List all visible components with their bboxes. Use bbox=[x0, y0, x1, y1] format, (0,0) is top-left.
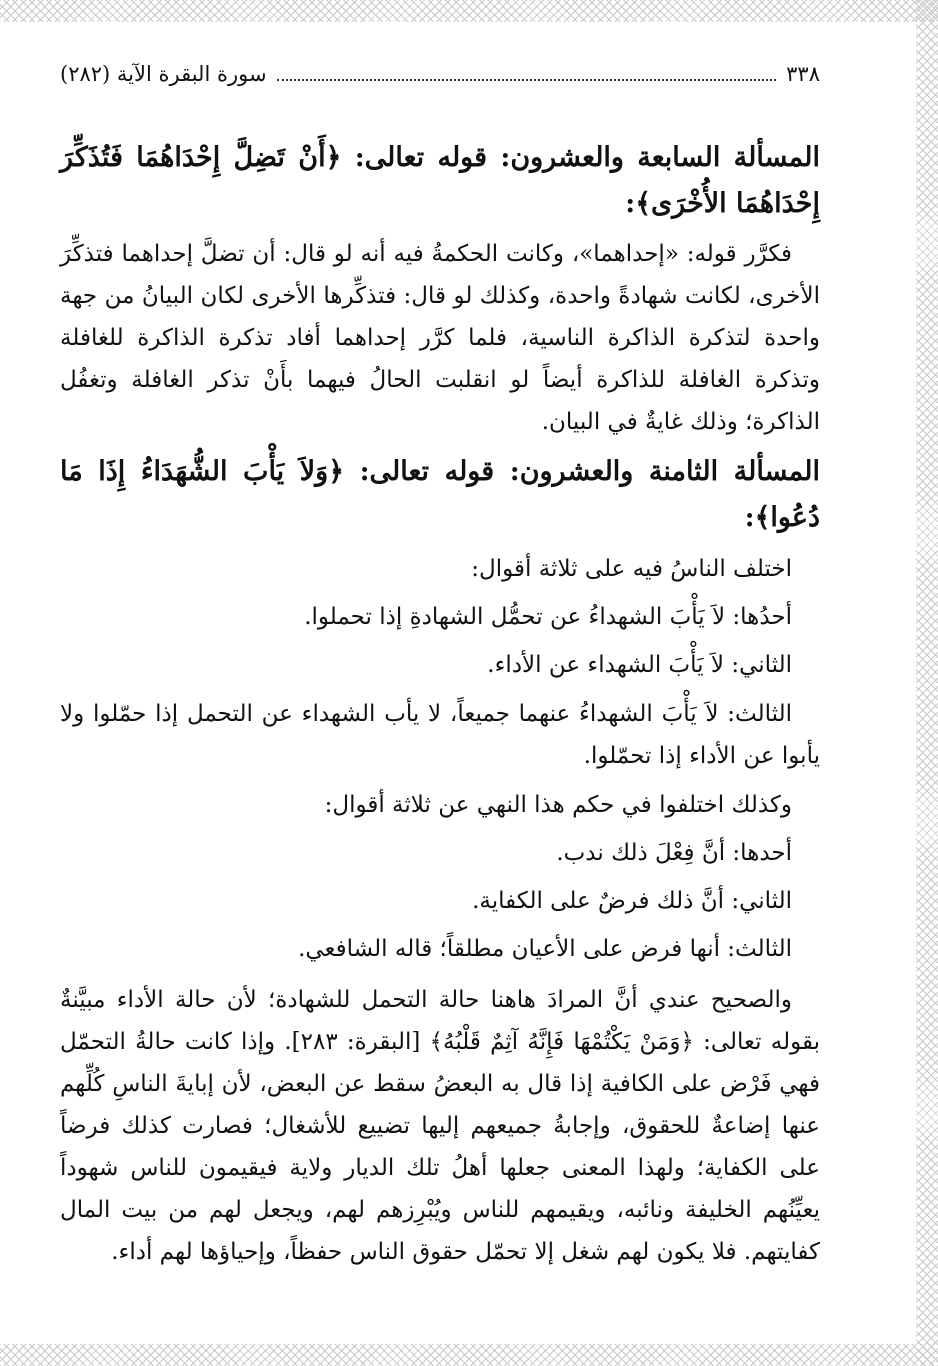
opinion-2: الثاني: لاَ يَأْبَ الشهداء عن الأداء. bbox=[487, 652, 792, 678]
page-number: ٣٣٨ bbox=[786, 62, 820, 86]
ruling-intro: وكذلك اختلفوا في حكم هذا النهي عن ثلاثة أقوال: bbox=[324, 792, 792, 818]
section-27-heading: المسألة السابعة والعشرون: قوله تعالى: ﴿أَنْ تَضِلَّ إِحْدَاهُمَا فَتُذَكِّرَ إِحْدَاهُمَا الأُخْرَى﴾: bbox=[60, 142, 820, 219]
book-page bbox=[60, 62, 820, 1273]
decorative-border-bottom bbox=[0, 1344, 938, 1366]
opinion-1: أحدُها: لاَ يَأْبَ الشهداءُ عن تحمُّل الشهادةِ إذا تحملوا. bbox=[304, 604, 792, 630]
opinions-intro: اختلف الناسُ فيه على ثلاثة أقوال: bbox=[471, 556, 792, 582]
chapter-title: سورة البقرة الآية (٢٨٢) bbox=[60, 62, 267, 86]
running-header bbox=[60, 62, 820, 93]
section-27-body: فكرَّر قوله: «إحداهما»، وكانت الحكمةُ فيه أنه لو قال: أن تضلَّ إحداهما فتذكِّرَ الأخرى، لكانت شهادةً واحدة، وكذلك لو قال: فتذكِّرها الأخرى لكان البيانُ من جهة واحدة لتذكرة الذاكرة الناسية، فلما كرَّر إحداهما أفاد تذكرة الذاكرة للغافلة وتذكرة الغافلة للذاكرة أيضاً لو انقلبت الحالُ فيهما بأَنْ تذكر الغافلة وتغفُل الذاكرة؛ وذلك غايةٌ في البيان. bbox=[60, 241, 820, 435]
conclusion-paragraph: والصحيح عندي أنَّ المرادَ هاهنا حالة التحمل للشهادة؛ لأن حالة الأداء مبيَّنةٌ بقوله تعالى: ﴿وَمَنْ يَكْتُمْهَا فَإِنَّهُ آثِمٌ قَلْبُهُ﴾ [البقرة: ٢٨٣]. وإذا كانت حالةُ التحمّل فهي فَرْض على الكافية إذا قال به البعضُ سقط عن البعض، لأن إبايةَ الناسِ كُلِّهم عنها إضاعةٌ للحقوق، وإجابةُ جميعهم إليها تضييع للأشغال؛ فصارت كذلك فرضاً على الكفاية؛ ولهذا المعنى جعلها أهلُ تلك الديار ولاية فيقيمون للناس شهوداً يعيِّنُهم الخليفة ونائبه، ويقيمهم للناس ويُبْرِزهم لهم، ويجعل لهم من بيت المال كفايتهم. فلا يكون لهم شغل إلا تحمّل حقوق الناس حفظاً، وإحياؤها لهم أداء. bbox=[60, 987, 820, 1265]
section-28-heading: المسألة الثامنة والعشرون: قوله تعالى: ﴿وَلاَ يَأْبَ الشُّهَدَاءُ إِذَا مَا دُعُوا﴾: bbox=[60, 456, 821, 533]
header-leader-dots bbox=[277, 79, 777, 81]
ruling-3: الثالث: أنها فرض على الأعيان مطلقاً؛ قاله الشافعي. bbox=[298, 936, 792, 962]
ruling-1: أحدها: أنَّ فِعْلَ ذلك ندب. bbox=[556, 840, 792, 866]
decorative-border-right bbox=[916, 0, 938, 1366]
ruling-2: الثاني: أنَّ ذلك فرضٌ على الكفاية. bbox=[472, 888, 792, 914]
opinion-3: الثالث: لاَ يَأْبَ الشهداءُ عنهما جميعاً، لا يأب الشهداء عن التحمل إذا حمّلوا ولا يأبوا عن الأداء إذا تحمّلوا. bbox=[60, 701, 820, 769]
decorative-border-top bbox=[0, 0, 938, 22]
